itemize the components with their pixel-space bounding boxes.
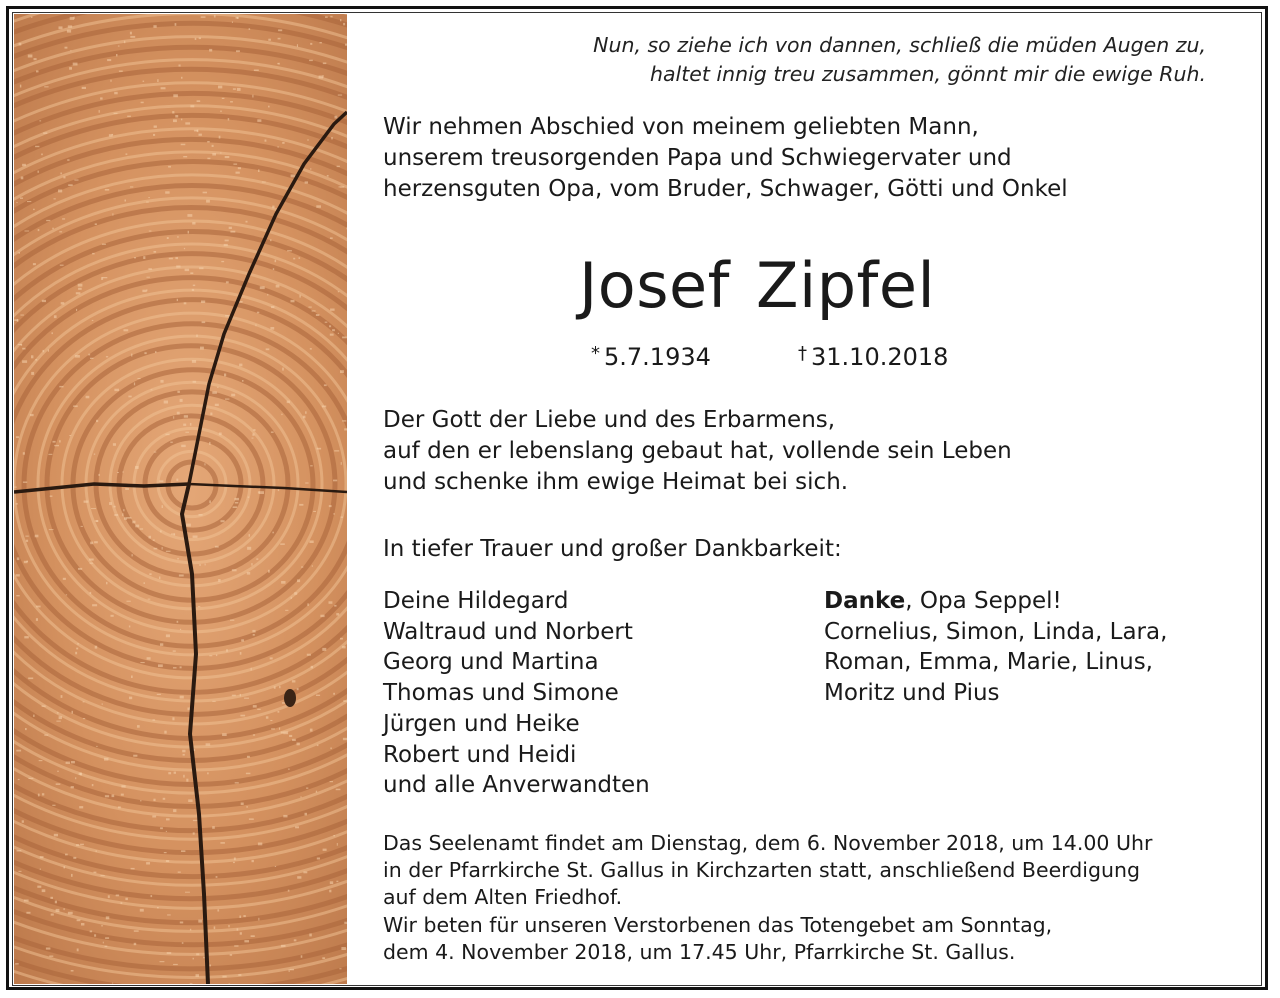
thanks-bold: Danke (824, 588, 906, 614)
service-line: Das Seelenamt findet am Dienstag, dem 6. November 2018, um 14.00 Uhr (383, 831, 1153, 855)
mourning-line: In tiefer Trauer und großer Dankbarkeit: (383, 536, 842, 562)
birth-date-value: 5.7.1934 (604, 343, 711, 371)
verse-line: und schenke ihm ewige Heimat bei sich. (383, 469, 849, 495)
verse-line: Der Gott der Liebe und des Erbarmens, (383, 407, 836, 433)
grandchildren-list (824, 586, 1167, 709)
list-item: Moritz und Pius (824, 680, 1000, 707)
quote-line: haltet innig treu zusammen, gönnt mir die ewige Ruh. (649, 62, 1206, 86)
obituary-text (383, 0, 1243, 998)
service-line: in der Pfarrkirche St. Gallus in Kirchzarten statt, anschließend Beerdigung (383, 858, 1140, 883)
list-item: Cornelius, Simon, Linda, Lara, (824, 618, 1168, 645)
farewell-intro (383, 112, 1068, 205)
intro-line: unserem treusorgenden Papa und Schwiegervater und (383, 145, 1012, 171)
list-item: Waltraud und Norbert (383, 618, 633, 645)
list-item: und alle Anverwandten (383, 772, 650, 799)
last-name: Zipfel (756, 249, 936, 322)
thanks-rest: , Opa Seppel! (905, 588, 1062, 614)
intro-line: Wir nehmen Abschied von meinem geliebten Mann, (383, 114, 979, 140)
list-item: Thomas und Simone (383, 680, 619, 707)
quote-line: Nun, so ziehe ich von dannen, schließ die müden Augen zu, (593, 33, 1206, 57)
first-name: Josef (579, 249, 730, 322)
wood-grain-image (14, 14, 347, 984)
service-line: Wir beten für unseren Verstorbenen das Totengebet am Sonntag, (383, 912, 1053, 937)
verse-paragraph (383, 405, 1012, 498)
birth-date (591, 338, 711, 373)
list-item: Roman, Emma, Marie, Linus, (824, 649, 1153, 676)
thanks-line (824, 586, 1167, 617)
star-icon: * (591, 343, 600, 364)
list-item: Robert und Heidi (383, 741, 577, 768)
poem-quote (593, 31, 1206, 89)
service-line: auf dem Alten Friedhof. (383, 885, 623, 910)
death-date-value: 31.10.2018 (811, 343, 949, 371)
service-info (383, 830, 1152, 966)
list-item: Jürgen und Heike (383, 710, 580, 737)
death-date (798, 338, 948, 373)
list-item: Deine Hildegard (383, 588, 569, 614)
list-item: Georg und Martina (383, 649, 599, 676)
intro-line: herzensguten Opa, vom Bruder, Schwager, Götti und Onkel (383, 176, 1068, 202)
cross-icon: † (798, 343, 807, 364)
verse-line: auf den er lebenslang gebaut hat, vollende sein Leben (383, 438, 1012, 464)
deceased-name (579, 246, 935, 326)
family-list (383, 586, 650, 801)
service-line: dem 4. November 2018, um 17.45 Uhr, Pfarrkirche St. Gallus. (383, 939, 1016, 964)
